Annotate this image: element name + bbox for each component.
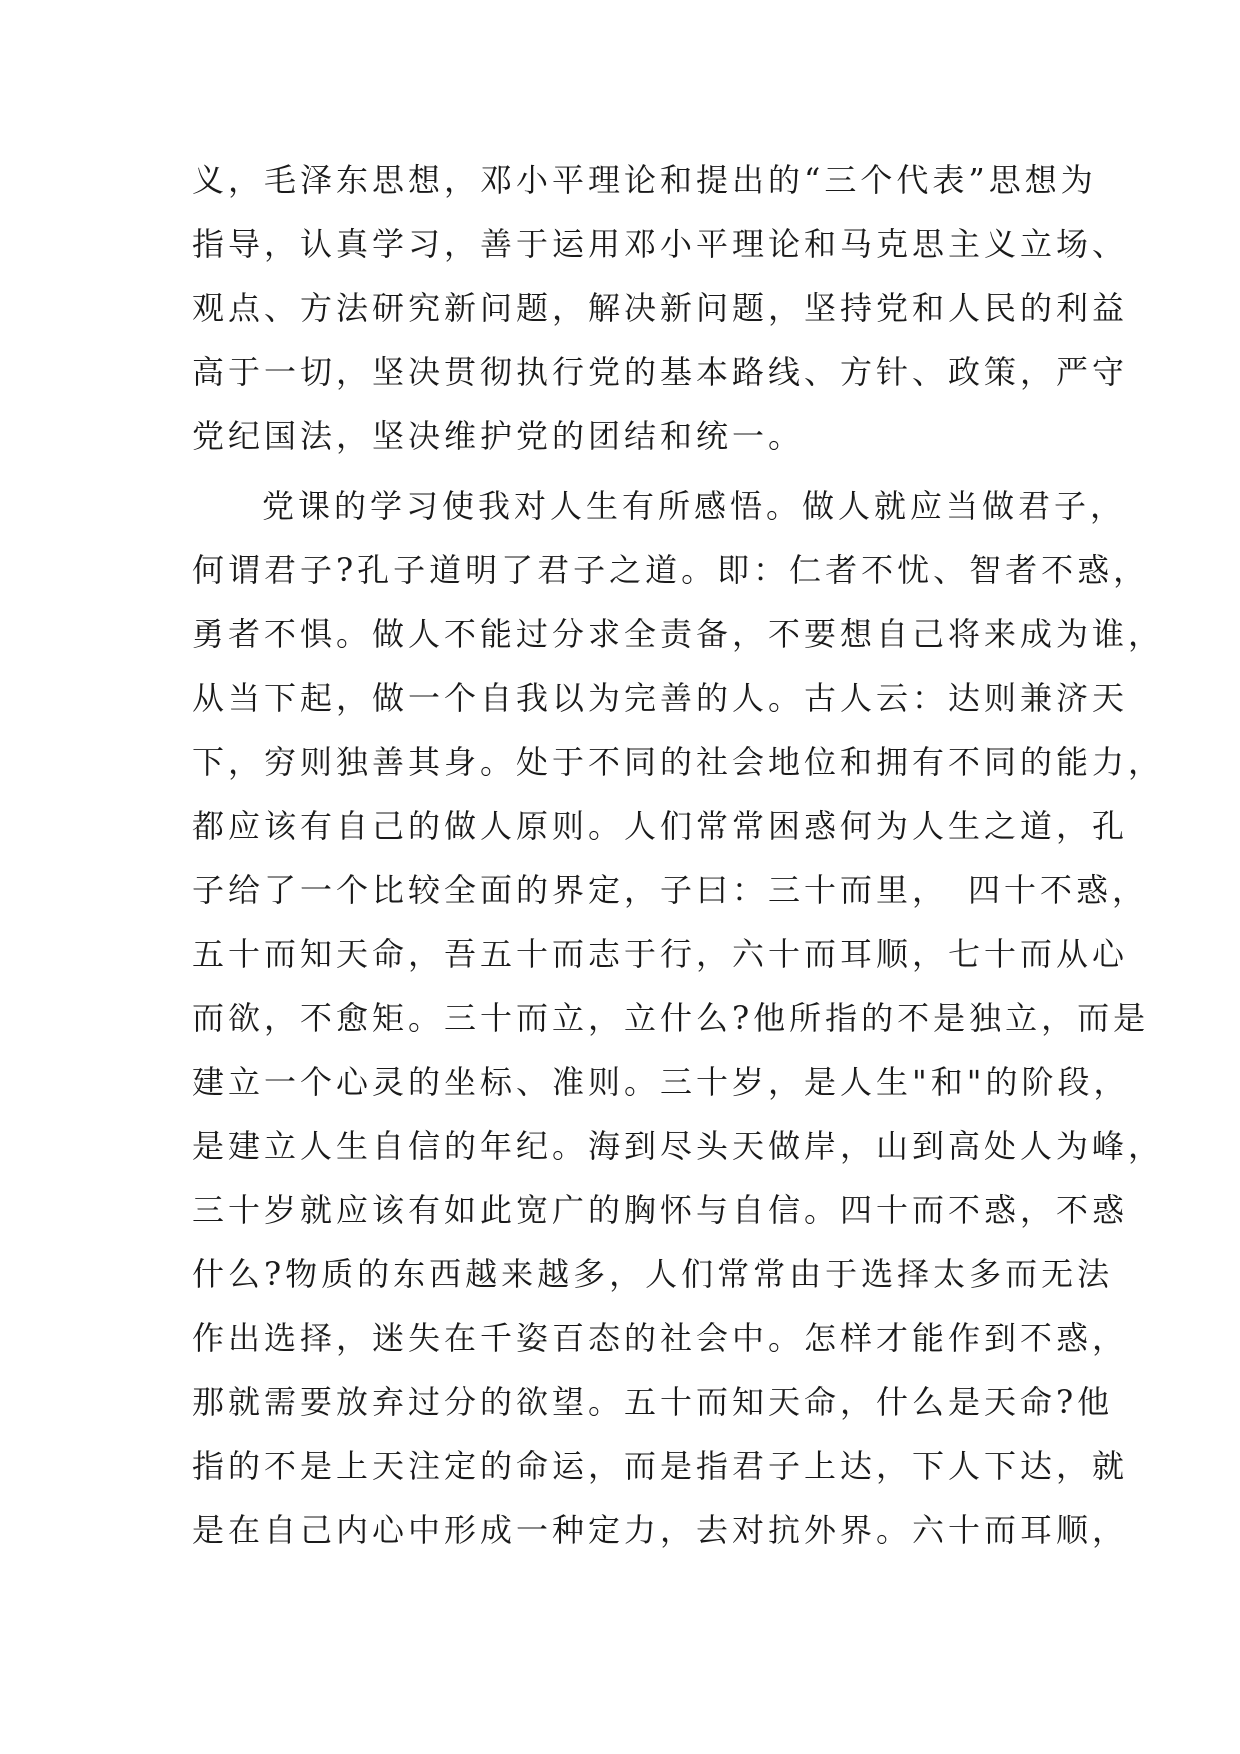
text-line: 高于一切，坚决贯彻执行党的基本路线、方针、政策，严守 (192, 353, 1129, 391)
text-line: 观点、方法研究新问题，解决新问题，坚持党和人民的利益 (192, 289, 1129, 327)
paragraph-1 (192, 148, 1129, 468)
text-line: 指的不是上天注定的命运，而是指君子上达，下人下达，就 (192, 1447, 1129, 1485)
text-line: 是建立人生自信的年纪。海到尽头天做岸，山到高处人为峰， (192, 1127, 1165, 1165)
text-line: 何谓君子?孔子道明了君子之道。即：仁者不忧、智者不惑， (192, 551, 1150, 589)
text-line: 指导，认真学习，善于运用邓小平理论和马克思主义立场、 (192, 225, 1129, 263)
text-line: 都应该有自己的做人原则。人们常常困惑何为人生之道，孔 (192, 807, 1129, 845)
text-line: 从当下起，做一个自我以为完善的人。古人云：达则兼济天 (192, 679, 1129, 717)
text-line: 党纪国法，坚决维护党的团结和统一。 (192, 417, 805, 455)
body-text (192, 148, 1165, 1562)
text-line: 三十岁就应该有如此宽广的胸怀与自信。四十而不惑，不惑 (192, 1191, 1129, 1229)
text-line: 义，毛泽东思想，邓小平理论和提出的“三个代表”思想为 (192, 161, 1097, 199)
paragraph-2 (192, 474, 1165, 1562)
text-line: 是在自己内心中形成一种定力，去对抗外界。六十而耳顺， (192, 1511, 1129, 1549)
text-line: 党课的学习使我对人生有所感悟。做人就应当做君子， (262, 487, 1127, 525)
text-line: 勇者不惧。做人不能过分求全责备，不要想自己将来成为谁， (192, 615, 1165, 653)
text-line: 什么?物质的东西越来越多，人们常常由于选择太多而无法 (192, 1255, 1114, 1293)
text-line: 作出选择，迷失在千姿百态的社会中。怎样才能作到不惑， (192, 1319, 1129, 1357)
text-line: 建立一个心灵的坐标、准则。三十岁，是人生"和"的阶段， (192, 1063, 1130, 1101)
text-line: 五十而知天命，吾五十而志于行，六十而耳顺，七十而从心 (192, 935, 1129, 973)
text-line: 而欲，不愈矩。三十而立，立什么?他所指的不是独立，而是 (192, 999, 1150, 1037)
text-line: 那就需要放弃过分的欲望。五十而知天命，什么是天命?他 (192, 1383, 1114, 1421)
text-line: 子给了一个比较全面的界定，子曰：三十而里， 四十不惑， (192, 871, 1149, 909)
text-line: 下，穷则独善其身。处于不同的社会地位和拥有不同的能力， (192, 743, 1165, 781)
